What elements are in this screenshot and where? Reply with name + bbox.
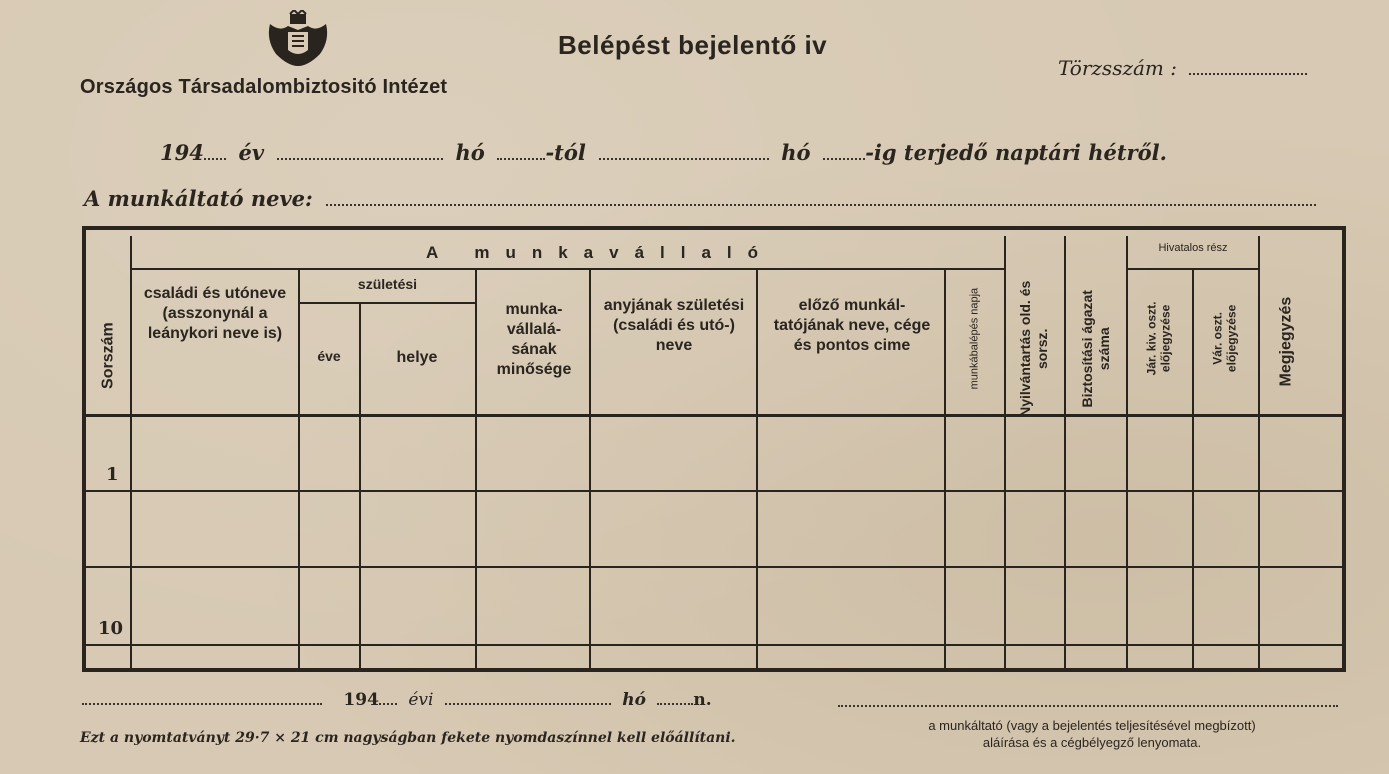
institute-name: Országos Társadalombiztositó Intézet (80, 76, 448, 98)
birth-group-header: születési (357, 276, 418, 292)
signature-line-1: a munkáltató (vagy a bejelentés teljesítésével megbízott) (928, 718, 1256, 733)
col-line (475, 270, 477, 672)
row-line (86, 490, 1342, 492)
office-group-header: Hivatalos rész (1158, 242, 1228, 254)
col-notes: Megjegyzés (1277, 296, 1295, 387)
print-instruction-note: Ezt a nyomtatványt 29·7 × 21 cm nagyságban fekete nyomdaszínnel kell előállítani. (80, 730, 736, 746)
month-label-1: hó (455, 140, 485, 165)
register-number-field (1058, 56, 1313, 80)
employer-line (84, 186, 1322, 211)
footer-date-line (82, 690, 712, 710)
col-line (1258, 236, 1260, 672)
year-prefix: 194 (160, 140, 204, 165)
group-header-line (130, 268, 1006, 270)
col-jar: Jár. kiv. oszt. előjegyzése (1144, 301, 1173, 376)
footer-year-prefix: 194 (343, 690, 379, 710)
col-line (1064, 236, 1066, 672)
register-dots (1189, 72, 1307, 75)
col-register: Nyilvántartás old. és sorsz. (1017, 280, 1050, 417)
from-suffix: -tól (545, 140, 586, 165)
period-line (160, 140, 1167, 165)
header-bottom-line (86, 414, 1342, 417)
col-line (1192, 268, 1194, 672)
col-line (589, 270, 591, 672)
signature-line-2: aláírása és a cégbélyegző lenyomata. (982, 734, 1202, 750)
birth-header-line (298, 302, 477, 304)
employer-label: A munkáltató neve: (84, 186, 313, 211)
signature-dots (838, 705, 1338, 707)
until-suffix: -ig terjedő naptári hétről. (865, 140, 1167, 165)
office-header-line (1126, 268, 1260, 270)
footer-month-label: hó (622, 690, 646, 710)
footer-day-suffix: n. (693, 690, 712, 710)
employee-group-header: A munkavállaló (425, 243, 775, 262)
col-line (130, 236, 132, 672)
month-label-2: hó (781, 140, 811, 165)
col-line (756, 270, 758, 672)
col-line (1126, 236, 1128, 672)
col-line (1004, 236, 1006, 672)
register-label: Törzsszám : (1058, 56, 1177, 80)
row-line (86, 644, 1342, 646)
employer-dots (326, 203, 1316, 206)
col-mother: anyjának születési (családi és utó-) neve (603, 297, 745, 354)
col-serial: Sorszám (99, 322, 117, 389)
col-job: munka- vállalá- sának minősége (496, 301, 572, 378)
footer-year-label: évi (408, 690, 434, 710)
col-line (944, 270, 946, 672)
signature-caption (840, 718, 1344, 752)
row-line (86, 566, 1342, 568)
col-name: családi és utóneve (asszonynál a leánykori neve is) (143, 285, 287, 342)
col-birth-place: helye (396, 349, 438, 366)
col-line (298, 270, 300, 672)
col-entry-day: munkábalépés napja (968, 287, 981, 390)
col-birth-year: éve (317, 348, 341, 364)
col-prev-employer: előző munkál- tatójának neve, cége és pontos cime (773, 297, 931, 354)
coat-of-arms-icon (262, 10, 334, 68)
col-insurance: Biztosítási ágazat száma (1079, 290, 1112, 408)
row-number-last: 10 (98, 618, 124, 639)
form-title: Belépést bejelentő iv (558, 30, 828, 60)
col-var: Vár. oszt. előjegyzése (1210, 304, 1239, 373)
year-label: év (238, 140, 265, 165)
row-number-first: 1 (106, 464, 119, 485)
